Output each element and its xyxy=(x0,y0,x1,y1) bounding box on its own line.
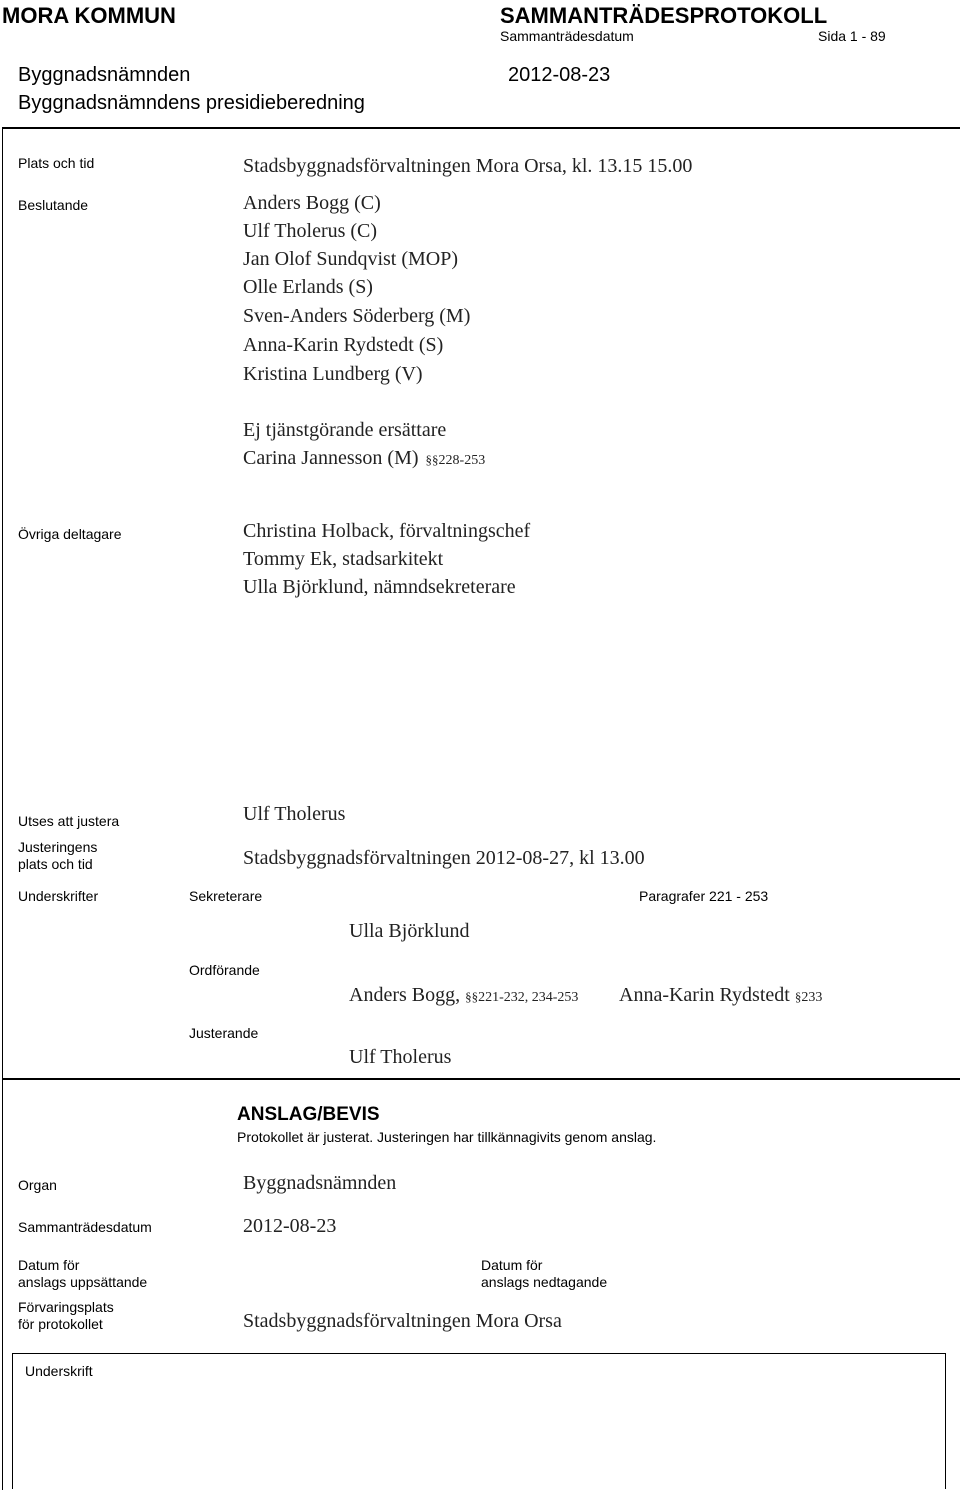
posted-label: anslags uppsättande xyxy=(18,1274,148,1290)
left-border xyxy=(2,127,3,1490)
section-symbol: § xyxy=(425,452,433,467)
adjuster-value: Ulf Tholerus xyxy=(243,803,346,825)
chair-paragraphs: 221-232, 234-253 xyxy=(478,990,579,1005)
section-symbol: § xyxy=(471,989,479,1004)
deciding-member: Kristina Lundberg (V) xyxy=(243,363,423,385)
page-number: Sida 1 - 89 xyxy=(818,28,886,44)
adjust-place-label: plats och tid xyxy=(18,856,93,872)
section-symbol: § xyxy=(794,989,802,1004)
signature-box xyxy=(12,1353,946,1489)
notice-title: ANSLAG/BEVIS xyxy=(237,1104,380,1125)
notice-date-label: Sammanträdesdatum xyxy=(18,1219,152,1235)
document-title: SAMMANTRÄDESPROTOKOLL xyxy=(500,3,828,28)
header-divider xyxy=(2,127,960,129)
organ-value: Byggnadsnämnden xyxy=(243,1172,397,1194)
deciding-member: Jan Olof Sundqvist (MOP) xyxy=(243,248,459,270)
substitute-name: Carina Jannesson (M) xyxy=(243,447,419,469)
signatures-label: Underskrifter xyxy=(18,888,99,904)
deciding-member: Ulf Tholerus (C) xyxy=(243,220,378,242)
posted-label: Datum för xyxy=(18,1257,80,1273)
paragraphs-label: Paragrafer 221 - 253 xyxy=(639,888,769,904)
chair2-name: Anna-Karin Rydstedt xyxy=(619,984,790,1006)
substitute-paragraphs: 228-253 xyxy=(438,453,486,468)
organ-label: Organ xyxy=(18,1177,57,1193)
substitute-heading: Ej tjänstgörande ersättare xyxy=(243,419,447,441)
adjust-place-value: Stadsbyggnadsförvaltningen 2012-08-27, kl 13.00 xyxy=(243,847,645,869)
board-name: Byggnadsnämnden xyxy=(18,64,191,86)
signatures-divider xyxy=(2,1078,960,1080)
substitute-line xyxy=(243,447,485,470)
signature-adjuster-label: Justerande xyxy=(189,1025,259,1041)
notice-subtitle: Protokollet är justerat. Justeringen har tillkännagivits genom anslag. xyxy=(237,1129,657,1145)
deciding-member: Olle Erlands (S) xyxy=(243,276,373,298)
notice-date-value: 2012-08-23 xyxy=(243,1215,337,1237)
place-time-label: Plats och tid xyxy=(18,155,95,171)
signature-adjuster-name: Ulf Tholerus xyxy=(349,1046,452,1068)
chair-name: Anders Bogg, xyxy=(349,984,461,1006)
signature-label: Underskrift xyxy=(25,1363,93,1379)
deciding-member: Anders Bogg (C) xyxy=(243,192,381,214)
secretary-label: Sekreterare xyxy=(189,888,263,904)
removed-label: anslags nedtagande xyxy=(481,1274,608,1290)
place-time-value: Stadsbyggnadsförvaltningen Mora Orsa, kl. 13.15 15.00 xyxy=(243,155,693,177)
deciding-label: Beslutande xyxy=(18,197,89,213)
adjust-place-label: Justeringens xyxy=(18,839,98,855)
chair-label: Ordförande xyxy=(189,962,260,978)
other-participant: Ulla Björklund, nämndsekreterare xyxy=(243,576,516,598)
municipality-name: MORA KOMMUN xyxy=(2,3,176,28)
section-symbol: § xyxy=(432,452,439,467)
storage-label: Förvaringsplats xyxy=(18,1299,114,1315)
secretary-name: Ulla Björklund xyxy=(349,920,470,942)
other-participant: Christina Holback, förvaltningschef xyxy=(243,520,531,542)
deciding-member: Anna-Karin Rydstedt (S) xyxy=(243,334,444,356)
chair-line xyxy=(349,984,578,1007)
others-label: Övriga deltagare xyxy=(18,526,122,542)
storage-value: Stadsbyggnadsförvaltningen Mora Orsa xyxy=(243,1310,562,1332)
adjuster-label: Utses att justera xyxy=(18,813,120,829)
chair2-paragraphs: 233 xyxy=(801,990,823,1005)
deciding-member: Sven-Anders Söderberg (M) xyxy=(243,305,471,327)
section-symbol: § xyxy=(465,989,472,1004)
storage-label: för protokollet xyxy=(18,1316,103,1332)
chair2-line xyxy=(619,984,822,1007)
meeting-date: 2012-08-23 xyxy=(508,64,611,86)
removed-label: Datum för xyxy=(481,1257,543,1273)
sub-board-name: Byggnadsnämndens presidieberedning xyxy=(18,92,365,114)
other-participant: Tommy Ek, stadsarkitekt xyxy=(243,548,444,570)
meeting-date-label: Sammanträdesdatum xyxy=(500,28,634,44)
